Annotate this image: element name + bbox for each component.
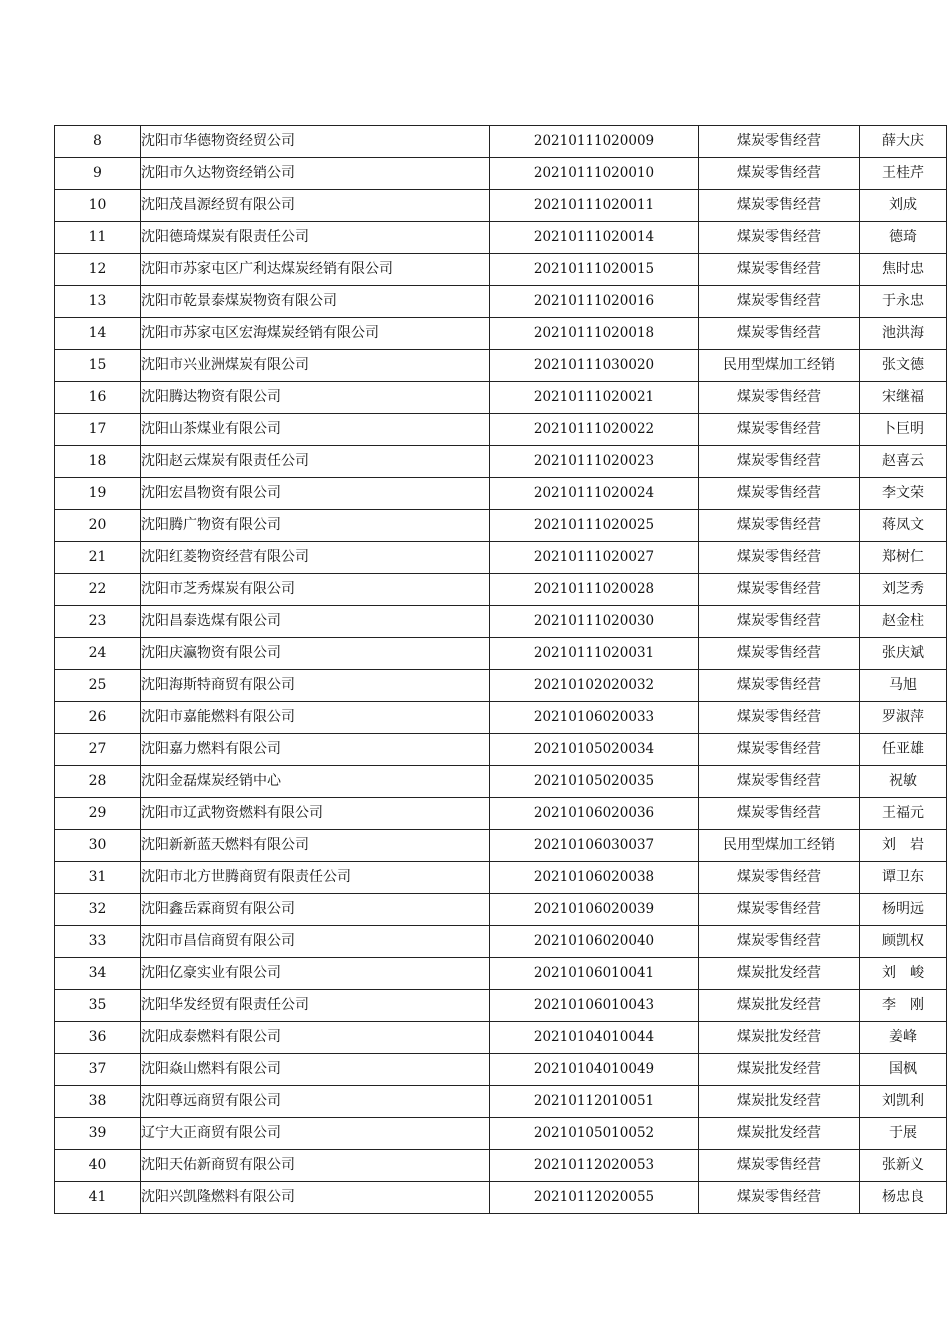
business-type-cell: 煤炭批发经营: [699, 990, 860, 1022]
company-name-cell: 沈阳市苏家屯区宏海煤炭经销有限公司: [141, 318, 490, 350]
license-code-cell: 20210111020021: [490, 382, 699, 414]
legal-representative-cell: 焦时忠: [860, 254, 947, 286]
row-number-cell: 34: [55, 958, 141, 990]
license-code-cell: 20210106020033: [490, 702, 699, 734]
legal-representative-cell: 罗淑萍: [860, 702, 947, 734]
legal-representative-cell: 德琦: [860, 222, 947, 254]
license-code-cell: 20210105020035: [490, 766, 699, 798]
table-row: [55, 126, 947, 158]
license-code-cell: 20210104010044: [490, 1022, 699, 1054]
business-type-cell: 煤炭零售经营: [699, 862, 860, 894]
company-name-cell: 沈阳焱山燃料有限公司: [141, 1054, 490, 1086]
row-number-cell: 17: [55, 414, 141, 446]
business-type-cell: 煤炭零售经营: [699, 798, 860, 830]
table-row: [55, 286, 947, 318]
business-type-cell: 煤炭批发经营: [699, 1086, 860, 1118]
company-name-cell: 沈阳山茶煤业有限公司: [141, 414, 490, 446]
legal-representative-cell: 杨明远: [860, 894, 947, 926]
table-row: [55, 478, 947, 510]
legal-representative-cell: 国枫: [860, 1054, 947, 1086]
legal-representative-cell: 刘 峻: [860, 958, 947, 990]
legal-representative-cell: 刘凯利: [860, 1086, 947, 1118]
company-name-cell: 辽宁大正商贸有限公司: [141, 1118, 490, 1150]
row-number-cell: 22: [55, 574, 141, 606]
business-type-cell: 煤炭零售经营: [699, 1182, 860, 1214]
business-type-cell: 煤炭批发经营: [699, 1118, 860, 1150]
legal-representative-cell: 杨忠良: [860, 1182, 947, 1214]
license-code-cell: 20210111020022: [490, 414, 699, 446]
row-number-cell: 39: [55, 1118, 141, 1150]
company-name-cell: 沈阳庆瀛物资有限公司: [141, 638, 490, 670]
table-row: [55, 1118, 947, 1150]
legal-representative-cell: 薛大庆: [860, 126, 947, 158]
legal-representative-cell: 刘芝秀: [860, 574, 947, 606]
company-name-cell: 沈阳亿豪实业有限公司: [141, 958, 490, 990]
table-row: [55, 830, 947, 862]
row-number-cell: 29: [55, 798, 141, 830]
company-name-cell: 沈阳市辽武物资燃料有限公司: [141, 798, 490, 830]
business-type-cell: 煤炭零售经营: [699, 606, 860, 638]
row-number-cell: 33: [55, 926, 141, 958]
license-code-cell: 20210112020053: [490, 1150, 699, 1182]
company-name-cell: 沈阳华发经贸有限责任公司: [141, 990, 490, 1022]
table-row: [55, 1054, 947, 1086]
business-type-cell: 煤炭批发经营: [699, 1054, 860, 1086]
business-type-cell: 煤炭零售经营: [699, 510, 860, 542]
legal-representative-cell: 卜巨明: [860, 414, 947, 446]
row-number-cell: 19: [55, 478, 141, 510]
business-type-cell: 煤炭零售经营: [699, 126, 860, 158]
table-row: [55, 1150, 947, 1182]
business-type-cell: 煤炭零售经营: [699, 286, 860, 318]
business-type-cell: 煤炭零售经营: [699, 382, 860, 414]
company-name-cell: 沈阳海斯特商贸有限公司: [141, 670, 490, 702]
license-code-cell: 20210104010049: [490, 1054, 699, 1086]
table-row: [55, 542, 947, 574]
license-code-cell: 20210112010051: [490, 1086, 699, 1118]
license-code-cell: 20210111020030: [490, 606, 699, 638]
company-name-cell: 沈阳市久达物资经销公司: [141, 158, 490, 190]
company-name-cell: 沈阳兴凯隆燃料有限公司: [141, 1182, 490, 1214]
table-row: [55, 510, 947, 542]
company-name-cell: 沈阳市乾景泰煤炭物资有限公司: [141, 286, 490, 318]
legal-representative-cell: 刘成: [860, 190, 947, 222]
company-name-cell: 沈阳金磊煤炭经销中心: [141, 766, 490, 798]
company-name-cell: 沈阳宏昌物资有限公司: [141, 478, 490, 510]
row-number-cell: 28: [55, 766, 141, 798]
row-number-cell: 9: [55, 158, 141, 190]
business-type-cell: 煤炭零售经营: [699, 574, 860, 606]
legal-representative-cell: 王桂芹: [860, 158, 947, 190]
business-type-cell: 煤炭零售经营: [699, 542, 860, 574]
row-number-cell: 10: [55, 190, 141, 222]
company-name-cell: 沈阳市昌信商贸有限公司: [141, 926, 490, 958]
license-code-cell: 20210106020040: [490, 926, 699, 958]
business-type-cell: 煤炭零售经营: [699, 670, 860, 702]
business-type-cell: 煤炭批发经营: [699, 1022, 860, 1054]
legal-representative-cell: 张文德: [860, 350, 947, 382]
business-type-cell: 煤炭零售经营: [699, 926, 860, 958]
business-type-cell: 煤炭零售经营: [699, 478, 860, 510]
license-code-cell: 20210111030020: [490, 350, 699, 382]
registry-table: [54, 125, 947, 1214]
table-row: [55, 254, 947, 286]
business-type-cell: 煤炭零售经营: [699, 1150, 860, 1182]
legal-representative-cell: 蒋凤文: [860, 510, 947, 542]
row-number-cell: 31: [55, 862, 141, 894]
table-row: [55, 382, 947, 414]
company-name-cell: 沈阳市芝秀煤炭有限公司: [141, 574, 490, 606]
row-number-cell: 15: [55, 350, 141, 382]
table-row: [55, 734, 947, 766]
legal-representative-cell: 赵喜云: [860, 446, 947, 478]
business-type-cell: 煤炭零售经营: [699, 318, 860, 350]
legal-representative-cell: 于永忠: [860, 286, 947, 318]
company-name-cell: 沈阳市苏家屯区广利达煤炭经销有限公司: [141, 254, 490, 286]
business-type-cell: 煤炭零售经营: [699, 158, 860, 190]
table-row: [55, 446, 947, 478]
company-name-cell: 沈阳市北方世腾商贸有限责任公司: [141, 862, 490, 894]
row-number-cell: 21: [55, 542, 141, 574]
license-code-cell: 20210106030037: [490, 830, 699, 862]
business-type-cell: 煤炭零售经营: [699, 734, 860, 766]
legal-representative-cell: 祝敏: [860, 766, 947, 798]
table-row: [55, 350, 947, 382]
legal-representative-cell: 于展: [860, 1118, 947, 1150]
table-row: [55, 798, 947, 830]
company-name-cell: 沈阳赵云煤炭有限责任公司: [141, 446, 490, 478]
row-number-cell: 8: [55, 126, 141, 158]
row-number-cell: 25: [55, 670, 141, 702]
business-type-cell: 煤炭零售经营: [699, 766, 860, 798]
legal-representative-cell: 王福元: [860, 798, 947, 830]
row-number-cell: 41: [55, 1182, 141, 1214]
table-row: [55, 414, 947, 446]
legal-representative-cell: 姜峰: [860, 1022, 947, 1054]
business-type-cell: 煤炭零售经营: [699, 190, 860, 222]
license-code-cell: 20210112020055: [490, 1182, 699, 1214]
row-number-cell: 18: [55, 446, 141, 478]
business-type-cell: 民用型煤加工经销: [699, 830, 860, 862]
legal-representative-cell: 刘 岩: [860, 830, 947, 862]
license-code-cell: 20210111020028: [490, 574, 699, 606]
table-row: [55, 1182, 947, 1214]
table-row: [55, 574, 947, 606]
legal-representative-cell: 谭卫东: [860, 862, 947, 894]
table-row: [55, 894, 947, 926]
row-number-cell: 14: [55, 318, 141, 350]
table-row: [55, 702, 947, 734]
row-number-cell: 16: [55, 382, 141, 414]
table-row: [55, 158, 947, 190]
legal-representative-cell: 任亚雄: [860, 734, 947, 766]
business-type-cell: 煤炭零售经营: [699, 446, 860, 478]
legal-representative-cell: 马旭: [860, 670, 947, 702]
company-name-cell: 沈阳腾广物资有限公司: [141, 510, 490, 542]
company-name-cell: 沈阳茂昌源经贸有限公司: [141, 190, 490, 222]
license-code-cell: 20210106010043: [490, 990, 699, 1022]
business-type-cell: 煤炭批发经营: [699, 958, 860, 990]
row-number-cell: 30: [55, 830, 141, 862]
table-row: [55, 862, 947, 894]
row-number-cell: 37: [55, 1054, 141, 1086]
license-code-cell: 20210111020011: [490, 190, 699, 222]
row-number-cell: 32: [55, 894, 141, 926]
row-number-cell: 20: [55, 510, 141, 542]
table-row: [55, 318, 947, 350]
row-number-cell: 35: [55, 990, 141, 1022]
license-code-cell: 20210111020009: [490, 126, 699, 158]
legal-representative-cell: 张庆斌: [860, 638, 947, 670]
legal-representative-cell: 张新义: [860, 1150, 947, 1182]
company-name-cell: 沈阳红菱物资经营有限公司: [141, 542, 490, 574]
business-type-cell: 煤炭零售经营: [699, 894, 860, 926]
table-row: [55, 1086, 947, 1118]
license-code-cell: 20210111020024: [490, 478, 699, 510]
table-row: [55, 670, 947, 702]
table-row: [55, 606, 947, 638]
company-name-cell: 沈阳腾达物资有限公司: [141, 382, 490, 414]
legal-representative-cell: 池洪海: [860, 318, 947, 350]
row-number-cell: 38: [55, 1086, 141, 1118]
legal-representative-cell: 李 刚: [860, 990, 947, 1022]
table-row: [55, 190, 947, 222]
license-code-cell: 20210105020034: [490, 734, 699, 766]
business-type-cell: 煤炭零售经营: [699, 414, 860, 446]
license-code-cell: 20210111020010: [490, 158, 699, 190]
row-number-cell: 36: [55, 1022, 141, 1054]
company-name-cell: 沈阳市兴业洲煤炭有限公司: [141, 350, 490, 382]
business-type-cell: 煤炭零售经营: [699, 254, 860, 286]
table-row: [55, 766, 947, 798]
license-code-cell: 20210111020015: [490, 254, 699, 286]
license-code-cell: 20210111020016: [490, 286, 699, 318]
legal-representative-cell: 李文荣: [860, 478, 947, 510]
company-name-cell: 沈阳市嘉能燃料有限公司: [141, 702, 490, 734]
row-number-cell: 24: [55, 638, 141, 670]
row-number-cell: 23: [55, 606, 141, 638]
license-code-cell: 20210111020031: [490, 638, 699, 670]
license-code-cell: 20210106010041: [490, 958, 699, 990]
business-type-cell: 煤炭零售经营: [699, 702, 860, 734]
business-type-cell: 煤炭零售经营: [699, 222, 860, 254]
license-code-cell: 20210102020032: [490, 670, 699, 702]
row-number-cell: 11: [55, 222, 141, 254]
table-row: [55, 926, 947, 958]
table-row: [55, 990, 947, 1022]
row-number-cell: 26: [55, 702, 141, 734]
company-name-cell: 沈阳新新蓝天燃料有限公司: [141, 830, 490, 862]
company-name-cell: 沈阳德琦煤炭有限责任公司: [141, 222, 490, 254]
license-code-cell: 20210106020036: [490, 798, 699, 830]
registry-table-body: [55, 126, 947, 1214]
company-name-cell: 沈阳天佑新商贸有限公司: [141, 1150, 490, 1182]
business-type-cell: 民用型煤加工经销: [699, 350, 860, 382]
legal-representative-cell: 顾凯权: [860, 926, 947, 958]
legal-representative-cell: 宋继福: [860, 382, 947, 414]
company-name-cell: 沈阳嘉力燃料有限公司: [141, 734, 490, 766]
license-code-cell: 20210111020014: [490, 222, 699, 254]
company-name-cell: 沈阳尊远商贸有限公司: [141, 1086, 490, 1118]
row-number-cell: 27: [55, 734, 141, 766]
company-name-cell: 沈阳昌泰选煤有限公司: [141, 606, 490, 638]
table-row: [55, 638, 947, 670]
row-number-cell: 12: [55, 254, 141, 286]
license-code-cell: 20210111020025: [490, 510, 699, 542]
row-number-cell: 40: [55, 1150, 141, 1182]
business-type-cell: 煤炭零售经营: [699, 638, 860, 670]
license-code-cell: 20210106020039: [490, 894, 699, 926]
company-name-cell: 沈阳成泰燃料有限公司: [141, 1022, 490, 1054]
license-code-cell: 20210111020023: [490, 446, 699, 478]
legal-representative-cell: 赵金柱: [860, 606, 947, 638]
license-code-cell: 20210106020038: [490, 862, 699, 894]
company-name-cell: 沈阳市华德物资经贸公司: [141, 126, 490, 158]
row-number-cell: 13: [55, 286, 141, 318]
company-name-cell: 沈阳鑫岳霖商贸有限公司: [141, 894, 490, 926]
table-row: [55, 222, 947, 254]
legal-representative-cell: 郑树仁: [860, 542, 947, 574]
license-code-cell: 20210105010052: [490, 1118, 699, 1150]
table-row: [55, 1022, 947, 1054]
license-code-cell: 20210111020027: [490, 542, 699, 574]
license-code-cell: 20210111020018: [490, 318, 699, 350]
table-row: [55, 958, 947, 990]
